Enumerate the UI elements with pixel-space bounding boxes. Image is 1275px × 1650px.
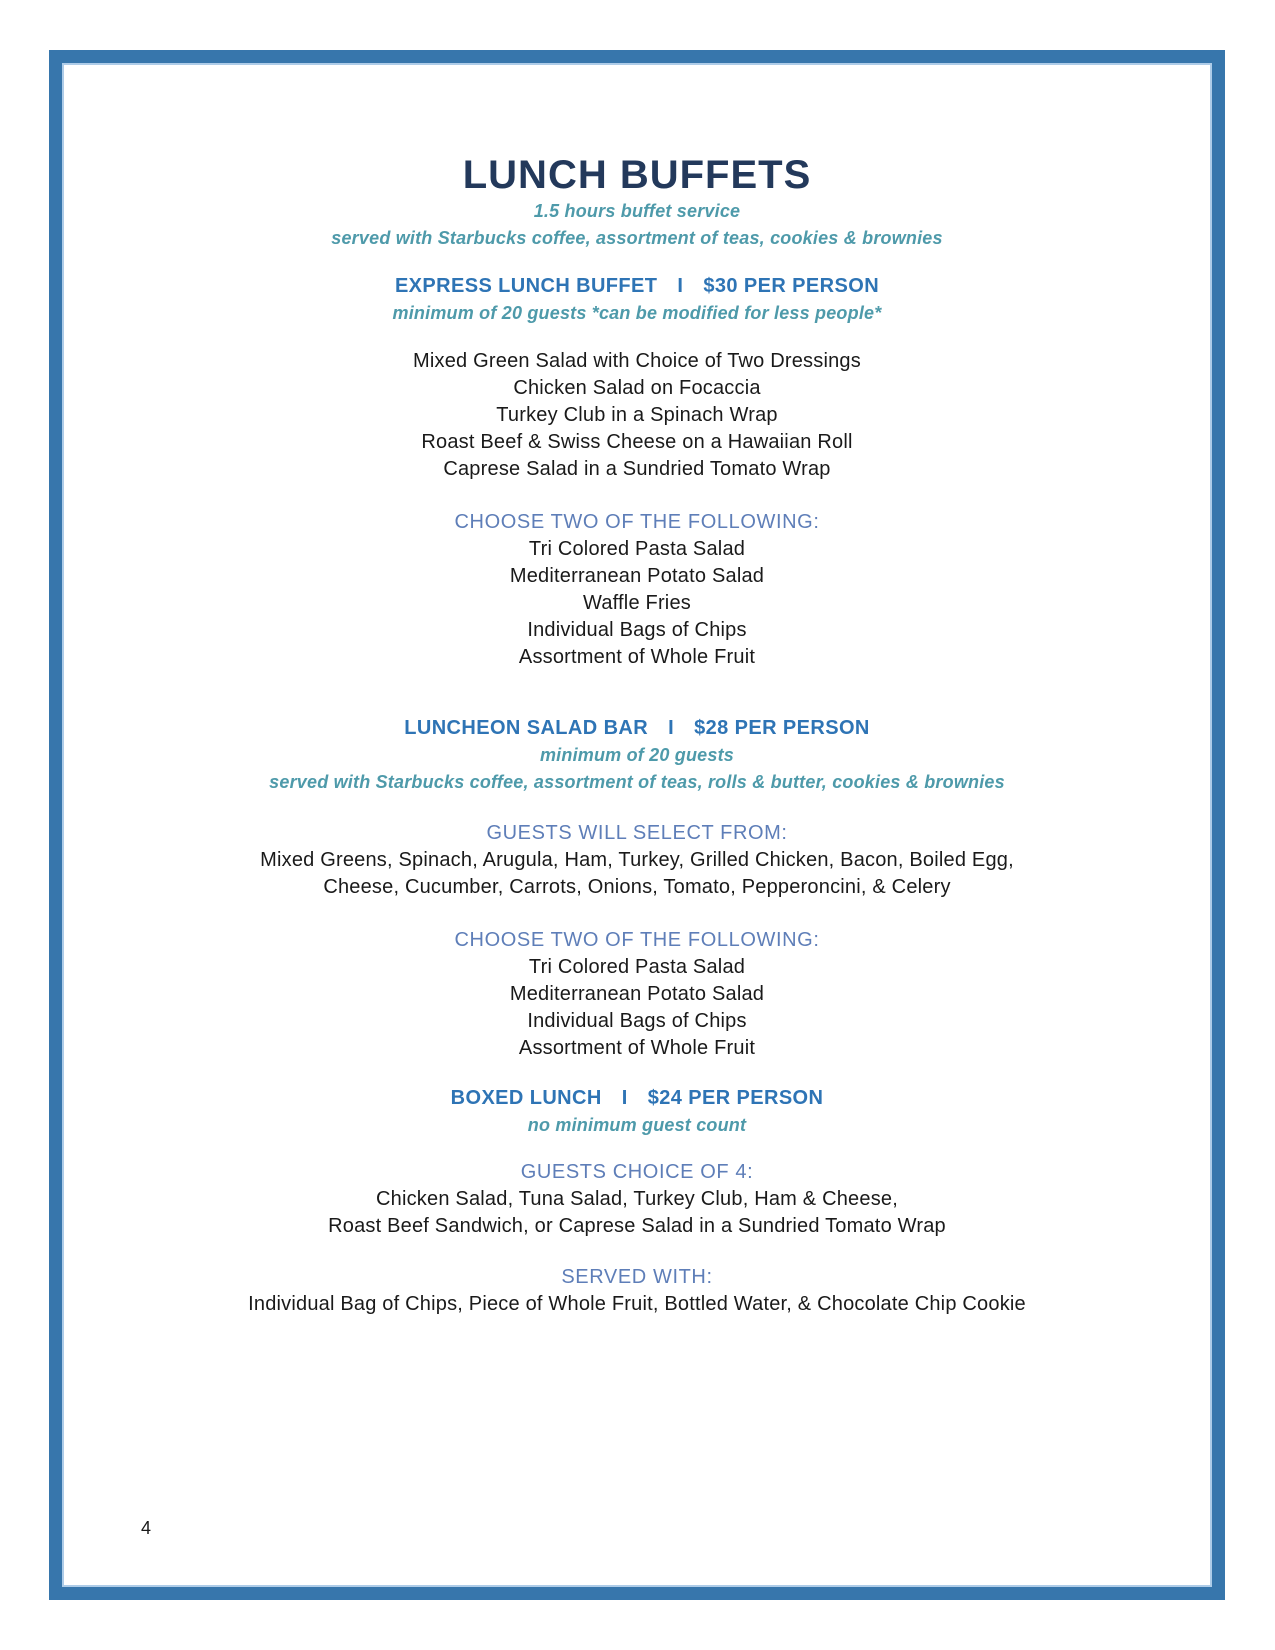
heading-separator: I xyxy=(668,717,675,739)
page-border xyxy=(49,50,1225,1600)
menu-item: Turkey Club in a Spinach Wrap xyxy=(496,404,778,426)
salad-bar-section-name: LUNCHEON SALAD BAR xyxy=(404,717,649,739)
menu-item: Individual Bags of Chips xyxy=(527,1010,747,1032)
menu-item: Assortment of Whole Fruit xyxy=(518,1037,756,1059)
menu-item: Individual Bags of Chips xyxy=(527,619,747,641)
menu-item: Tri Colored Pasta Salad xyxy=(528,538,746,560)
boxed-lunch-minimum-note: no minimum guest count xyxy=(527,1115,747,1135)
menu-item: Mediterranean Potato Salad xyxy=(509,565,765,587)
page-title: LUNCH BUFFETS xyxy=(462,153,812,197)
boxed-lunch-served-with-line: Individual Bag of Chips, Piece of Whole Fruit, Bottled Water, & Chocolate Chip Cookie xyxy=(248,1293,1026,1315)
page-content xyxy=(62,63,1212,1587)
express-choose-two-heading: CHOOSE TWO OF THE FOLLOWING: xyxy=(454,511,820,533)
boxed-lunch-choice-line: Roast Beef Sandwich, or Caprese Salad in a Sundried Tomato Wrap xyxy=(328,1215,946,1237)
salad-bar-section-price: $28 PER PERSON xyxy=(694,717,870,739)
section-express-lunch-buffet xyxy=(62,273,1212,671)
salad-bar-select-heading: GUESTS WILL SELECT FROM: xyxy=(486,822,788,844)
menu-item: Mediterranean Potato Salad xyxy=(509,983,765,1005)
heading-separator: I xyxy=(677,275,684,297)
section-boxed-lunch xyxy=(62,1085,1212,1318)
salad-bar-select-line: Cheese, Cucumber, Carrots, Onions, Tomato, Pepperoncini, & Celery xyxy=(323,876,951,898)
heading-separator: I xyxy=(621,1087,628,1109)
section-luncheon-salad-bar xyxy=(62,715,1212,1062)
express-choose-two-items xyxy=(62,536,1212,671)
boxed-lunch-served-with-heading: SERVED WITH: xyxy=(561,1266,713,1288)
boxed-lunch-section-name: BOXED LUNCH xyxy=(450,1087,602,1109)
express-minimum-note: minimum of 20 guests *can be modified for less people* xyxy=(392,303,882,323)
menu-item: Tri Colored Pasta Salad xyxy=(528,956,746,978)
boxed-lunch-section-price: $24 PER PERSON xyxy=(647,1087,824,1109)
menu-item: Waffle Fries xyxy=(583,592,691,614)
boxed-lunch-choice-heading: GUESTS CHOICE OF 4: xyxy=(520,1161,754,1183)
express-included-items xyxy=(62,348,1212,483)
menu-item: Chicken Salad on Focaccia xyxy=(513,377,761,399)
menu-item: Assortment of Whole Fruit xyxy=(518,646,756,668)
boxed-lunch-choice-line: Chicken Salad, Tuna Salad, Turkey Club, Ham & Cheese, xyxy=(376,1188,898,1210)
menu-item: Caprese Salad in a Sundried Tomato Wrap xyxy=(443,458,831,480)
header-taglines xyxy=(62,198,1212,252)
salad-bar-select-line: Mixed Greens, Spinach, Arugula, Ham, Turkey, Grilled Chicken, Bacon, Boiled Egg, xyxy=(260,849,1014,871)
service-duration-tagline: 1.5 hours buffet service xyxy=(533,201,741,221)
menu-item: Roast Beef & Swiss Cheese on a Hawaiian Roll xyxy=(421,431,853,453)
salad-bar-minimum-note: minimum of 20 guests xyxy=(539,745,735,765)
menu-item: Mixed Green Salad with Choice of Two Dressings xyxy=(413,350,861,372)
boxed-lunch-section-heading xyxy=(62,1085,1212,1112)
express-section-heading xyxy=(62,273,1212,300)
salad-bar-served-with-note: served with Starbucks coffee, assortment of teas, rolls & butter, cookies & brownies xyxy=(269,772,1005,792)
salad-bar-section-heading xyxy=(62,715,1212,742)
served-with-tagline: served with Starbucks coffee, assortment of teas, cookies & brownies xyxy=(331,228,943,248)
salad-bar-choose-two-heading: CHOOSE TWO OF THE FOLLOWING: xyxy=(454,929,820,951)
salad-bar-choose-two-items xyxy=(62,954,1212,1062)
page-number: 4 xyxy=(141,1518,152,1538)
express-section-name: EXPRESS LUNCH BUFFET xyxy=(394,275,658,297)
express-section-price: $30 PER PERSON xyxy=(703,275,880,297)
